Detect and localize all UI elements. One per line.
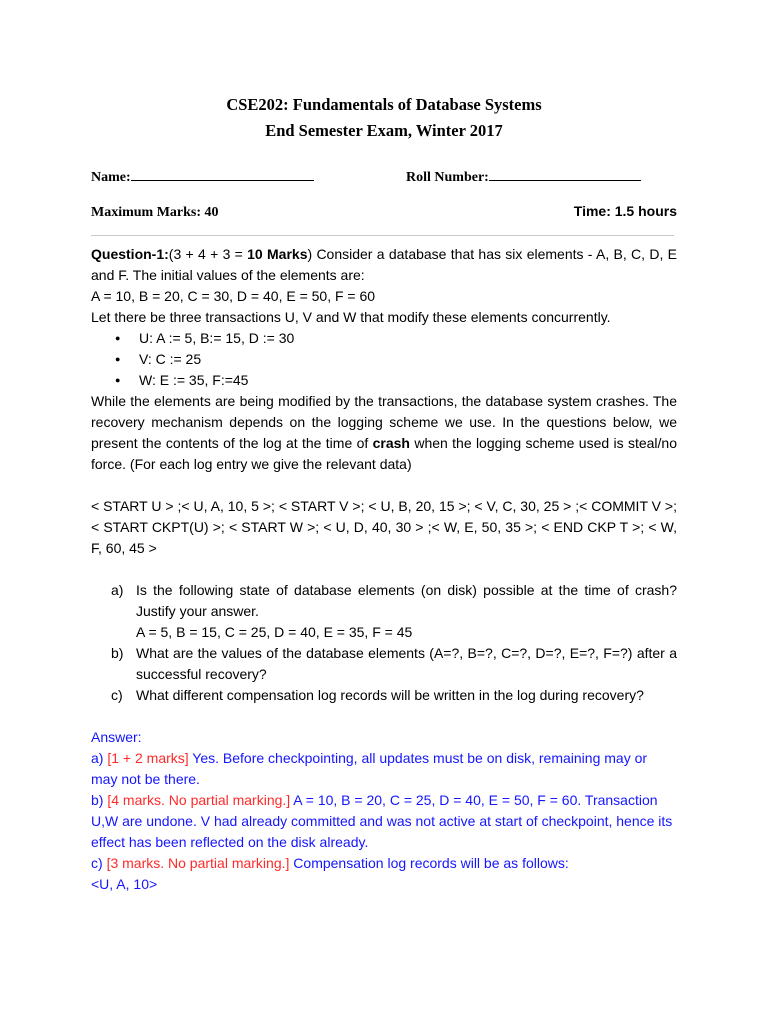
name-line: [131, 166, 314, 181]
marks-time-row: [91, 203, 677, 221]
exam-time: Time: 1.5 hours: [573, 203, 677, 219]
exam-title: End Semester Exam, Winter 2017: [265, 121, 503, 140]
course-title: CSE202: Fundamentals of Database Systems: [226, 95, 542, 114]
max-marks: Maximum Marks: 40: [91, 205, 219, 220]
question-parts: [91, 580, 677, 706]
list-item: b) What are the values of the database elements (A=?, B=?, C=?, D=?, E=?, F=?) after a successful recovery?: [111, 645, 677, 682]
crash-description: While the elements are being modified by the transactions, the database system crashes. The recovery mechanism depends on the logging scheme we use. In the questions below, we present the contents of the log at the time of crash when the logging scheme used is steal/no force. (For each log entry we give the relevant data): [91, 393, 678, 472]
answer-c: c) [3 marks. No partial marking.] Compensation log records will be as follows:: [91, 855, 569, 871]
log-contents: < START U > ;< U, A, 10, 5 >; < START V >; < U, B, 20, 15 >; < V, C, 30, 25 > ;< COMMIT V >; < START CKPT(U) >; < START W >; < U, D, 40, 30 > ;< W, E, 50, 35 >; < END CKP T >; < W, F, 60, 45 >: [91, 498, 677, 556]
list-item: ● U: A := 5, B:= 15, D := 30: [139, 328, 677, 349]
initial-values: A = 10, B = 20, C = 30, D = 40, E = 50, F = 60: [91, 288, 376, 304]
answer-c-record: <U, A, 10>: [91, 876, 158, 892]
roll-number-label: Roll Number:: [406, 170, 489, 185]
question-marks: 10 Marks: [247, 246, 308, 262]
transactions-list: [91, 328, 677, 391]
question-intro: Question-1:(3 + 4 + 3 = 10 Marks) Consider a database that has six elements - A, B, C, D, E and F. The initial values of the elements are:: [91, 246, 677, 283]
list-item: a) Is the following state of database elements (on disk) possible at the time of crash? Justify your answer. A = 5, B = 15, C = 25, D = 40, E = 35, F = 45: [111, 582, 677, 640]
list-item: ● W: E := 35, F:=45: [139, 370, 677, 391]
name-label: Name:: [91, 170, 131, 185]
name-roll-row: [91, 166, 677, 186]
list-item: c) What different compensation log records will be written in the log during recovery?: [111, 687, 644, 703]
answer-section: [91, 727, 677, 895]
header-divider: [91, 235, 674, 236]
answer-b: b) [4 marks. No partial marking.] A = 10, B = 20, C = 25, D = 40, E = 50, F = 60. Transaction U,W are undone. V had already committed and was not active at start of checkpoint, hence its effect has been reflected on the disk already.: [91, 792, 673, 850]
answer-a: a) [1 + 2 marks] Yes. Before checkpointing, all updates must be on disk, remaining may or may not be there.: [91, 750, 648, 787]
question-label: Question-1:: [91, 246, 169, 262]
question-body: [91, 244, 677, 895]
answer-heading: Answer:: [91, 729, 142, 745]
transactions-intro: Let there be three transactions U, V and W that modify these elements concurrently.: [91, 309, 611, 325]
roll-number-line: [489, 166, 641, 181]
list-item: ● V: C := 25: [139, 349, 677, 370]
